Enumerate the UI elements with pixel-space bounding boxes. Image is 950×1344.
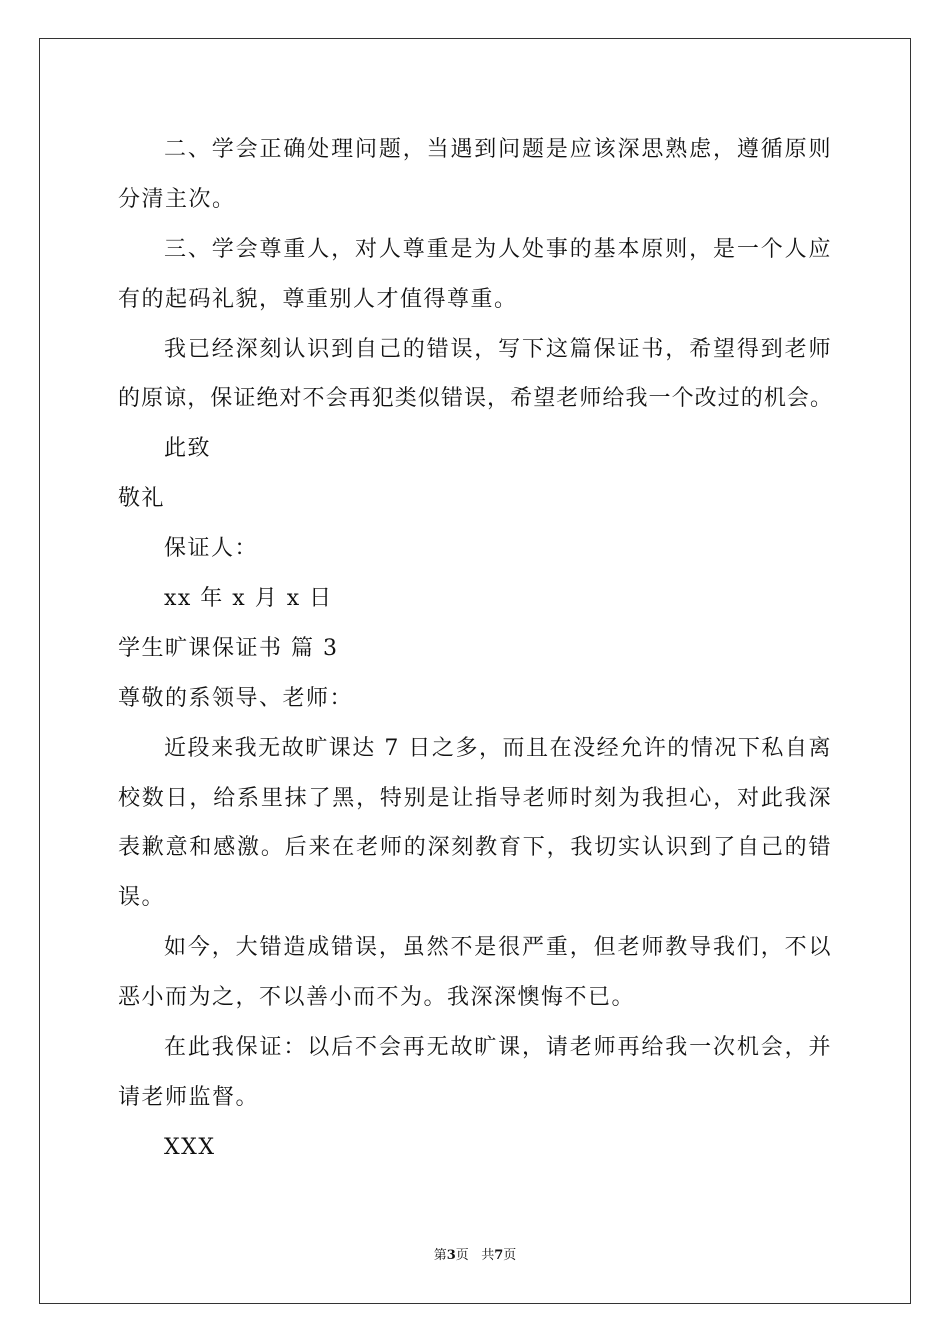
- footer-page-current: 3: [446, 1248, 456, 1263]
- paragraph-line: 有的起码礼貌，尊重别人才值得尊重。: [118, 287, 518, 312]
- paragraph-line: 的原谅，保证绝对不会再犯类似错误，希望老师给我一个改过的机会。: [118, 386, 832, 411]
- closing-line: 此致: [164, 436, 212, 461]
- paragraph-line: 二、学会正确处理问题，当遇到问题是应该深思熟虑，遵循原则: [164, 137, 832, 162]
- paragraph-line: 误。: [118, 885, 166, 910]
- date-line: xx 年 x 月 x 日: [164, 586, 333, 611]
- paragraph-line: 校数日，给系里抹了黑，特别是让指导老师时刻为我担心，对此我深: [118, 786, 832, 811]
- paragraph-line: 如今，大错造成错误，虽然不是很严重，但老师教导我们，不以: [164, 935, 832, 960]
- footer-total-prefix: 共: [481, 1248, 495, 1263]
- paragraph-line: 近段来我无故旷课达 7 日之多，而且在没经允许的情况下私自离: [164, 736, 832, 761]
- signature-name: XXX: [164, 1135, 216, 1160]
- page-border: [39, 38, 911, 1304]
- signature-label: 保证人：: [164, 536, 259, 561]
- footer-page-prefix: 第: [433, 1248, 447, 1263]
- footer-page-total: 7: [494, 1248, 504, 1263]
- salutation-line: 敬礼: [118, 486, 166, 511]
- section-title: 学生旷课保证书 篇 3: [118, 636, 339, 661]
- greeting-line: 尊敬的系领导、老师：: [118, 686, 354, 711]
- paragraph-line: 表歉意和感激。后来在老师的深刻教育下，我切实认识到了自己的错: [118, 835, 832, 860]
- paragraph-line: 恶小而为之，不以善小而不为。我深深懊悔不已。: [118, 985, 636, 1010]
- footer-total-suffix: 页: [503, 1248, 517, 1263]
- footer-page-suffix: 页: [455, 1248, 469, 1263]
- paragraph-line: 三、学会尊重人，对人尊重是为人处事的基本原则，是一个人应: [164, 237, 832, 262]
- paragraph-line: 我已经深刻认识到自己的错误，写下这篇保证书，希望得到老师: [164, 337, 832, 362]
- paragraph-line: 分清主次。: [118, 187, 236, 212]
- paragraph-line: 请老师监督。: [118, 1085, 260, 1110]
- page-footer: [0, 1247, 950, 1265]
- paragraph-line: 在此我保证：以后不会再无故旷课，请老师再给我一次机会，并: [164, 1035, 832, 1060]
